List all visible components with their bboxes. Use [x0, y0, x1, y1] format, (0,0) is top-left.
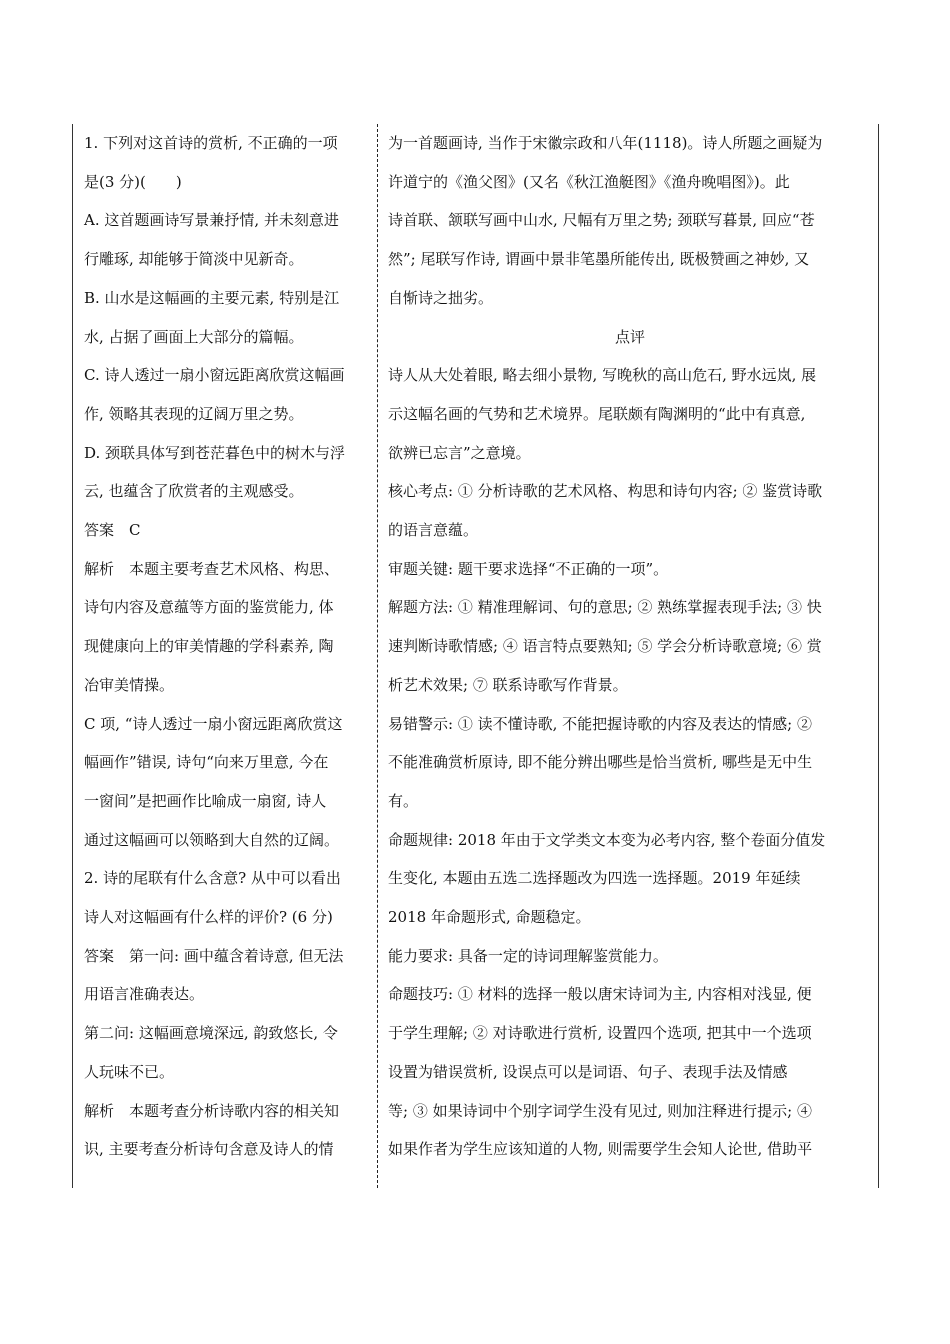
pattern-line: 命题规律: 2018 年由于文学类文本变为必考内容, 整个卷面分值发: [388, 830, 826, 849]
poem-background-line: 许道宁的《渔父图》(又名《秋江渔艇图》《渔舟晚唱图》)。此: [388, 172, 790, 191]
answer-2-line: 用语言准确表达。: [84, 985, 205, 1004]
poem-background-line: 自惭诗之拙劣。: [388, 288, 494, 307]
left-border: [72, 124, 73, 1188]
comment-line: 诗人从大处着眼, 略去细小景物, 写晚秋的高山危石, 野水远岚, 展: [388, 366, 817, 385]
comment-heading: 点评: [614, 327, 645, 346]
option-b-line: 水, 占据了画面上大部分的篇幅。: [84, 327, 304, 346]
warning-line: 不能准确赏析原诗, 即不能分辨出哪些是恰当赏析, 哪些是无中生: [388, 753, 813, 772]
pattern-line: 生变化, 本题由五选二选择题改为四选一选择题。2019 年延续: [388, 869, 801, 888]
option-d-line: D. 颈联具体写到苍茫暮色中的树木与浮: [84, 443, 346, 462]
technique-line: 命题技巧: ① 材料的选择一般以唐宋诗词为主, 内容相对浅显, 便: [388, 985, 812, 1004]
method-line: 析艺术效果; ⑦ 联系诗歌写作背景。: [388, 675, 628, 694]
technique-line: 于学生理解; ② 对诗歌进行赏析, 设置四个选项, 把其中一个选项: [388, 1024, 812, 1043]
technique-line: 等; ③ 如果诗词中个别字词学生没有见过, 则加注释进行提示; ④: [388, 1101, 812, 1120]
option-d-line: 云, 也蕴含了欣赏者的主观感受。: [84, 482, 304, 501]
core-points-line: 的语言意蕴。: [388, 521, 479, 540]
method-line: 解题方法: ① 精准理解词、句的意思; ② 熟练掌握表现手法; ③ 快: [388, 598, 822, 617]
right-column: [388, 124, 872, 1169]
left-column: [84, 124, 370, 1169]
option-a-line: 行雕琢, 却能够于简淡中见新奇。: [84, 250, 304, 269]
warning-line: 易错警示: ① 读不懂诗歌, 不能把握诗歌的内容及表达的情感; ②: [388, 714, 812, 733]
warning-line: 有。: [388, 791, 419, 810]
technique-line: 设置为错误赏析, 设误点可以是词语、句子、表现手法及情感: [388, 1062, 788, 1081]
poem-background-line: 诗首联、颔联写画中山水, 尺幅有万里之势; 颈联写暮景, 回应“苍: [388, 211, 815, 230]
answer-2-line: 人玩味不已。: [84, 1062, 175, 1081]
option-c-line: 作, 领略其表现的辽阔万里之势。: [84, 404, 304, 423]
core-points-line: 核心考点: ① 分析诗歌的艺术风格、构思和诗句内容; ② 鉴赏诗歌: [388, 482, 823, 501]
answer-1: 答案 C: [84, 521, 141, 540]
method-line: 速判断诗歌情感; ④ 语言特点要熟知; ⑤ 学会分析诗歌意境; ⑥ 赏: [388, 637, 822, 656]
analysis-2-line: 解析 本题考查分析诗歌内容的相关知: [84, 1101, 340, 1120]
option-a-line: A. 这首题画诗写景兼抒情, 并未刻意进: [84, 211, 339, 230]
technique-line: 如果作者为学生应该知道的人物, 则需要学生会知人论世, 借助平: [388, 1140, 813, 1159]
answer-2-line: 第二问: 这幅画意境深远, 韵致悠长, 令: [84, 1024, 338, 1043]
comment-line: 欲辨已忘言”之意境。: [388, 443, 531, 462]
comment-line: 示这幅名画的气势和艺术境界。尾联颇有陶渊明的“此中有真意,: [388, 404, 806, 423]
answer-2-line: 答案 第一问: 画中蕴含着诗意, 但无法: [84, 946, 344, 965]
poem-background-line: 然”; 尾联写作诗, 谓画中景非笔墨所能传出, 既极赞画之神妙, 又: [388, 250, 810, 269]
analysis-1-line: 幅画作”错误, 诗句“向来万里意, 今在: [84, 753, 329, 772]
analysis-1-line: 通过这幅画可以领略到大自然的辽阔。: [84, 830, 340, 849]
analysis-1-line: 诗句内容及意蕴等方面的鉴赏能力, 体: [84, 598, 334, 617]
analysis-1-line: C 项, “诗人透过一扇小窗远距离欣赏这: [84, 714, 343, 733]
analysis-2-line: 识, 主要考查分析诗句含意及诗人的情: [84, 1140, 334, 1159]
right-border: [878, 124, 879, 1188]
key-line: 审题关键: 题干要求选择“不正确的一项”。: [388, 559, 669, 578]
analysis-1-line: 现健康向上的审美情趣的学科素养, 陶: [84, 637, 334, 656]
question-2-line: 2. 诗的尾联有什么含意? 从中可以看出: [84, 869, 341, 888]
analysis-1-line: 冶审美情操。: [84, 675, 175, 694]
pattern-line: 2018 年命题形式, 命题稳定。: [388, 908, 591, 927]
column-divider: [377, 124, 378, 1188]
question-2-line: 诗人对这幅画有什么样的评价? (6 分): [84, 908, 333, 927]
question-1-line: 是(3 分)( ): [84, 172, 182, 191]
analysis-1-line: 一窗间”是把画作比喻成一扇窗, 诗人: [84, 791, 327, 810]
analysis-1-line: 解析 本题主要考查艺术风格、构思、: [84, 559, 340, 578]
option-c-line: C. 诗人透过一扇小窗远距离欣赏这幅画: [84, 366, 345, 385]
option-b-line: B. 山水是这幅画的主要元素, 特别是江: [84, 288, 340, 307]
question-1-line: 1. 下列对这首诗的赏析, 不正确的一项: [84, 134, 338, 152]
poem-background-line: 为一首题画诗, 当作于宋徽宗政和八年(1118)。诗人所题之画疑为: [388, 134, 823, 152]
answer-page: [72, 124, 878, 1188]
ability-line: 能力要求: 具备一定的诗词理解鉴赏能力。: [388, 946, 668, 965]
